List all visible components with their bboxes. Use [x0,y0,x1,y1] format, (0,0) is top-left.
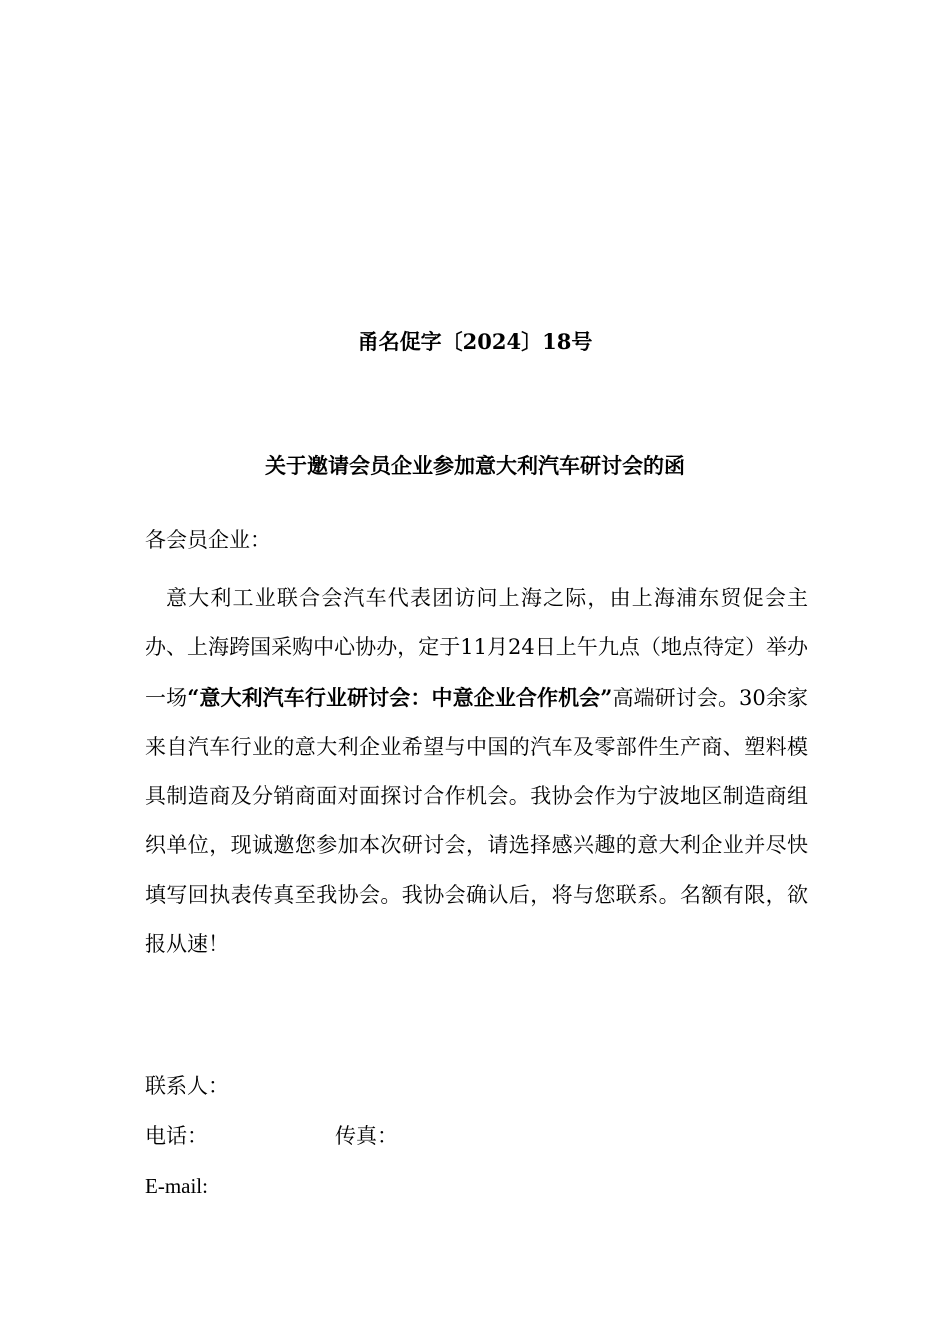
email-label: E-mail: [145,1174,208,1198]
seminar-name: “意大利汽车行业研讨会：中意企业合作机会” [187,684,613,710]
body-text-part2: 高端研讨会。30余家来自汽车行业的意大利企业希望与中国的汽车及零部件生产商、塑料模具制造商及分销商面对面探讨合作机会。我协会作为宁波地区制造商组织单位，现诚邀您参加本次研讨会，请选择感兴趣的意大利企业并尽快填写回执表传真至我协会。我协会确认后，将与您联系。名额有限，欲报从速！ [145,685,808,957]
fax-label: 传真： [335,1124,398,1148]
body-paragraph [145,574,808,969]
contact-person-label: 联系人： [145,1074,229,1098]
document-title: 关于邀请会员企业参加意大利汽车研讨会的函 [265,453,685,478]
phone-label: 电话： [145,1124,208,1148]
document-number: 甬名促字〔2024〕18号 [357,329,593,354]
body-text-part1: 意大利工业联合会汽车代表团访问上海之际，由上海浦东贸促会主办、上海跨国采购中心协办，定于11月24日上午九点（地点待定）举办一场 [145,586,808,710]
salutation: 各会员企业： [145,528,271,552]
